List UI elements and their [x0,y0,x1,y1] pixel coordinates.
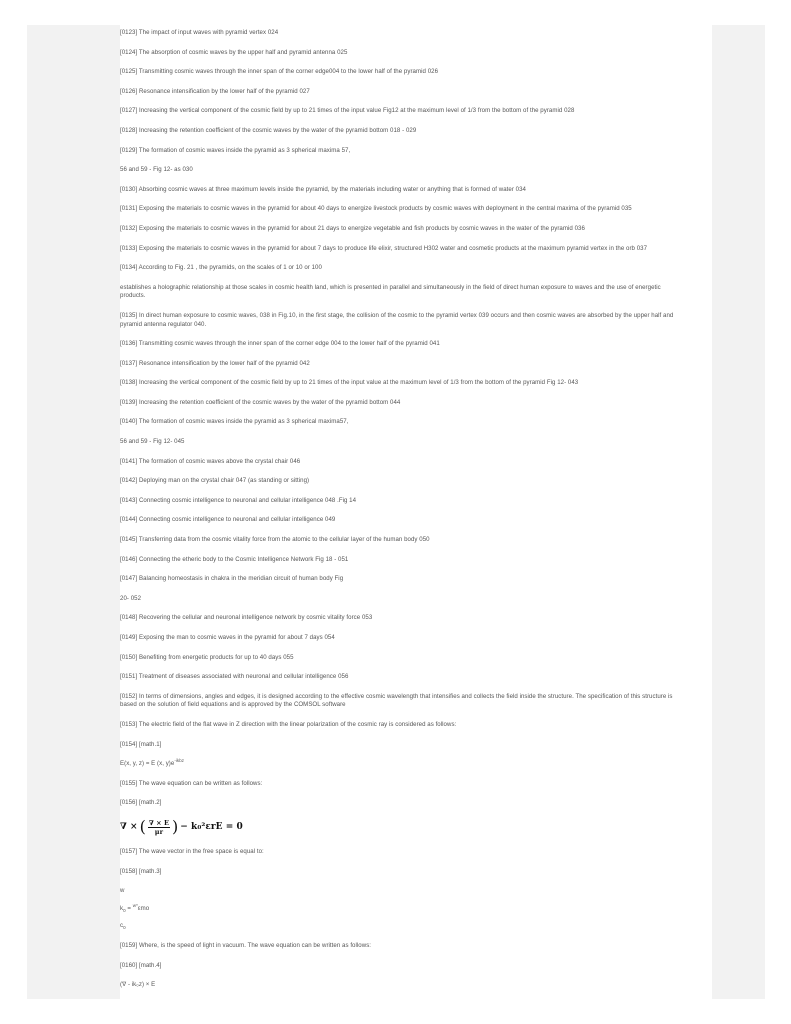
paragraph: [0129] The formation of cosmic waves inside the pyramid as 3 spherical maxima 57, [120,146,351,154]
paragraph: [0144] Connecting cosmic intelligence to neuronal and cellular intelligence 049 [120,516,336,524]
paragraph: 20- 052 [120,594,142,602]
paragraph: [0124] The absorption of cosmic waves by the upper half and pyramid antenna 025 [120,48,348,56]
paragraph: [0140] The formation of cosmic waves inside the pyramid as 3 spherical maxima57, [120,418,349,426]
math-2-denominator: μr [154,827,164,836]
paragraph: [0130] Absorbing cosmic waves at three maximum levels inside the pyramid, by the materials including water or anything that is formed of water 034 [120,185,526,193]
paragraph: [0154] [math.1] [120,740,162,748]
paragraph: [0159] Where, is the speed of light in vacuum. The wave equation can be written as follows: [120,941,372,949]
paragraph: [0131] Exposing the materials to cosmic waves in the pyramid for about 40 days to energize livestock products by cosmic waves with deployment in the central maxima of the pyramid 035 [120,205,632,213]
math-2 [120,819,680,836]
paragraph: [0139] Increasing the retention coefficient of the cosmic waves by the water of the pyramid bottom 044 [120,398,401,406]
right-paren: ) [171,817,179,837]
paragraph: 56 and 59 - Fig 12- 045 [120,438,185,446]
math-2-numerator: ∇ × E [148,818,169,827]
paragraph: [0145] Transferring data from the cosmic vitality force from the atomic to the cellular layer of the human body 050 [120,536,430,544]
math-1-lhs: E(x, y, z) = E (x, y)e [120,760,175,768]
math-1-exponent: -ikbz [174,758,185,764]
paragraph: [0143] Connecting cosmic intelligence to neuronal and cellular intelligence 048 .Fig 14 [120,496,357,504]
paragraph: [0146] Connecting the etheric body to the Cosmic Intelligence Network Fig 18 - 051 [120,555,349,563]
paragraph: [0133] Exposing the materials to cosmic waves in the pyramid for about 7 days to produce life elixir, structured H302 water and cosmetic products at the maximum pyramid vertex in the orb 037 [120,244,648,252]
paragraph: [0158] [math.3] [120,867,162,875]
math-3-rhs-sup: w* [132,902,138,908]
math-3-lhs: k [120,904,124,912]
paragraph: [0149] Exposing the man to cosmic waves in the pyramid for about 7 days 054 [120,634,335,641]
paragraph: [0152] In terms of dimensions, angles and edges, it is designed according to the effective cosmic wavelength that intensifies and collects the field inside the structure. The specification of this structure is based on the solution of field equations and is approved by the COMSOL software [120,692,673,709]
math-2-fraction [148,819,170,836]
paragraph: [0153] The electric field of the flat wave in Z direction with the linear polarization of the cosmic ray is considered as follows: [120,720,457,728]
paragraph: [0134] According to Fig. 21 , the pyramids, on the scales of 1 or 10 or 100 [120,264,322,272]
left-paren: ( [139,817,146,837]
paragraph: [0132] Exposing the materials to cosmic waves in the pyramid for about 21 days to energize vegetable and fish products by cosmic waves in the water of the pyramid 036 [120,224,585,232]
math-2-nabla: ∇ × [120,822,138,833]
paragraph: [0160] [math.4] [120,961,162,969]
math-3-line [120,902,680,914]
paragraph: 56 and 59 - Fig 12- as 030 [120,166,193,174]
paragraph: [0138] Increasing the vertical component of the cosmic field by up to 21 times of the input value at the maximum level of 1/3 from the bottom of the pyramid Fig 12- 043 [120,379,579,387]
paragraph: [0141] The formation of cosmic waves above the crystal chair 046 [120,457,301,465]
paragraph: [0128] Increasing the retention coefficient of the cosmic waves by the water of the pyramid bottom 018 - 029 [120,126,417,134]
math-3-den-sub: 0 [123,925,126,931]
math-3-lhs-sub: 0 [123,907,126,913]
math-4: (∇ - ik₀z) × E [120,981,156,989]
paragraph: [0136] Transmitting cosmic waves through the inner span of the corner edge 004 to the lower half of the pyramid 041 [120,340,440,348]
paragraph: [0127] Increasing the vertical component of the cosmic field by up to 21 times of the input value Fig12 at the maximum level of 1/3 from the bottom of the pyramid 028 [120,107,575,115]
paragraph: [0137] Resonance intensification by the lower half of the pyramid 042 [120,359,310,367]
paragraph: [0126] Resonance intensification by the lower half of the pyramid 027 [120,87,310,95]
math-3-w: w [120,887,125,895]
paragraph: [0135] In direct human exposure to cosmic waves, 038 in Fig.10, in the first stage, the collision of the cosmic to the pyramid vertex 039 occurs and then cosmic waves are absorbed by the upper half and pyramid antenna regulator 040. [120,311,674,328]
document-text [120,29,680,999]
math-1 [120,760,680,769]
paragraph: [0123] The impact of input waves with pyramid vertex 024 [120,29,279,36]
math-3-den: c [120,922,124,930]
paragraph: [0125] Transmitting cosmic waves through the inner span of the corner edge004 to the lower half of the pyramid 026 [120,68,439,76]
paragraph: [0148] Recovering the cellular and neuronal intelligence network by cosmic vitality force 053 [120,614,373,622]
paragraph: [0155] The wave equation can be written as follows: [120,779,263,787]
paragraph: [0147] Balancing homeostasis in chakra in the meridian circuit of human body Fig [120,575,344,583]
document-column [120,25,712,999]
math-3-rhs: εmo [137,904,150,912]
paragraph: establishes a holographic relationship at those scales in cosmic health land, which is presented in parallel and simultaneously in the field of direct human exposure to waves and the use of energetic products. [120,283,661,300]
paragraph: [0157] The wave vector in the free space is equal to: [120,847,264,855]
paragraph: [0150] Benefiting from energetic products for up to 40 days 055 [120,653,294,661]
math-2-rest: − k₀²εrE = 0 [180,822,243,833]
paragraph: [0151] Treatment of diseases associated with neuronal and cellular intelligence 056 [120,673,349,681]
paragraph: [0142] Deploying man on the crystal chair 047 (as standing or sitting) [120,477,310,485]
math-3-equals: = [125,904,133,912]
page-background [27,25,765,999]
paragraph: [0156] [math.2] [120,799,162,807]
math-3-denominator [120,922,680,931]
